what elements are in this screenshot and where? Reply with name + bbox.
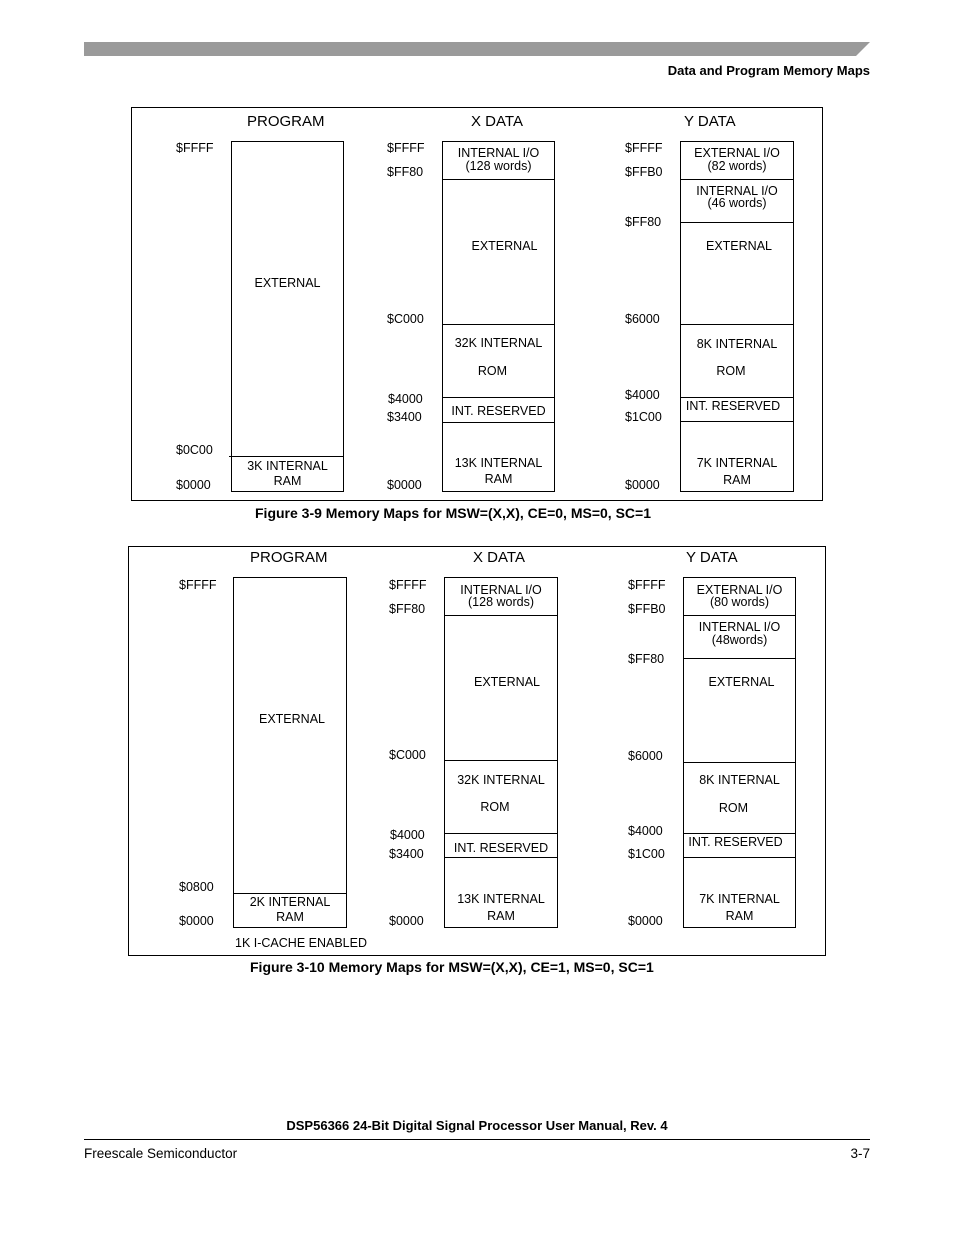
section-title: Data and Program Memory Maps (667, 63, 870, 78)
region-internal-io: INTERNAL I/O (460, 583, 542, 597)
region-external: EXTERNAL (259, 712, 325, 726)
region-external: EXTERNAL (254, 276, 321, 290)
address-label: $FFB0 (625, 165, 663, 179)
region-internal-ram-sub: RAM (273, 474, 302, 488)
xdata-memory-box (444, 577, 558, 928)
region-internal-rom: 8K INTERNAL (696, 337, 778, 351)
region-internal-rom: 8K INTERNAL (699, 773, 780, 787)
region-divider (680, 324, 794, 325)
address-label: $FF80 (389, 602, 426, 616)
region-internal-rom-sub: ROM (716, 364, 746, 378)
region-divider (680, 179, 794, 180)
address-label: $FF80 (628, 652, 665, 666)
program-memory-box (231, 141, 344, 492)
address-label: $FFFF (176, 141, 214, 155)
company-name: Freescale Semiconductor (84, 1146, 238, 1161)
icache-note: 1K I-CACHE ENABLED (235, 936, 367, 950)
region-internal-io-sub: (128 words) (465, 159, 532, 173)
address-label: $0000 (389, 914, 424, 928)
region-divider (229, 456, 344, 457)
region-internal-io-sub: (46 words) (707, 196, 767, 210)
region-internal-rom-sub: ROM (718, 801, 749, 815)
region-internal-ram-sub: RAM (725, 909, 754, 923)
region-internal-rom-sub: ROM (480, 800, 510, 814)
region-internal-ram: 7K INTERNAL (696, 456, 778, 470)
address-label: $FFFF (628, 578, 666, 592)
address-label: $0800 (179, 880, 214, 894)
region-divider (680, 421, 794, 422)
address-label: $3400 (387, 410, 422, 424)
address-label: $FFFF (387, 141, 425, 155)
region-external-io: EXTERNAL I/O (696, 583, 783, 597)
address-label: $0000 (387, 478, 422, 492)
region-divider (442, 397, 555, 398)
region-divider (442, 422, 555, 423)
program-title: PROGRAM (247, 113, 325, 130)
address-label: $4000 (388, 392, 423, 406)
address-label: $0000 (176, 478, 211, 492)
region-external-io-sub: (80 words) (709, 595, 770, 609)
region-external-io-sub: (82 words) (707, 159, 767, 173)
address-label: $FFFF (625, 141, 663, 155)
program-memory-box (233, 577, 347, 928)
address-label: $C000 (387, 312, 424, 326)
region-internal-io: INTERNAL I/O (457, 146, 540, 160)
address-label: $FFFF (179, 578, 217, 592)
region-internal-ram-sub: RAM (723, 473, 751, 487)
address-label: $4000 (625, 388, 660, 402)
manual-title: DSP56366 24-Bit Digital Signal Processor User Manual, Rev. 4 (286, 1118, 668, 1133)
region-internal-ram: 2K INTERNAL (249, 895, 331, 909)
region-divider (444, 833, 558, 834)
region-internal-ram: 7K INTERNAL (699, 892, 780, 906)
region-divider (444, 760, 558, 761)
figure-3-9-caption: Figure 3-9 Memory Maps for MSW=(X,X), CE=0, MS=0, SC=1 (255, 505, 651, 521)
region-internal-io-sub: (48words) (711, 633, 768, 647)
region-divider (683, 658, 796, 659)
address-label: $3400 (389, 847, 424, 861)
region-internal-ram: 3K INTERNAL (247, 459, 328, 473)
program-title: PROGRAM (250, 549, 328, 566)
region-internal-io: INTERNAL I/O (698, 620, 781, 634)
region-int-reserved: INT. RESERVED (688, 835, 783, 849)
region-divider (683, 615, 796, 616)
region-divider (442, 324, 555, 325)
region-external-io: EXTERNAL I/O (694, 146, 780, 160)
region-divider (680, 397, 794, 398)
region-internal-rom: 32K INTERNAL (454, 336, 543, 350)
region-divider (442, 179, 555, 180)
region-int-reserved: INT. RESERVED (685, 399, 781, 413)
address-label: $FFB0 (628, 602, 666, 616)
address-label: $0C00 (176, 443, 213, 457)
region-internal-ram: 13K INTERNAL (454, 456, 543, 470)
address-label: $4000 (390, 828, 425, 842)
region-divider (233, 893, 347, 894)
address-label: $0000 (625, 478, 660, 492)
address-label: $FFFF (389, 578, 427, 592)
region-internal-rom: 32K INTERNAL (457, 773, 545, 787)
address-label: $6000 (625, 312, 660, 326)
region-external: EXTERNAL (708, 675, 775, 689)
figure-3-10-caption: Figure 3-10 Memory Maps for MSW=(X,X), CE=1, MS=0, SC=1 (250, 959, 654, 975)
address-label: $1C00 (628, 847, 665, 861)
address-label: $FF80 (625, 215, 662, 229)
region-int-reserved: INT. RESERVED (451, 404, 546, 418)
region-external: EXTERNAL (706, 239, 772, 253)
address-label: $0000 (628, 914, 663, 928)
address-label: $4000 (628, 824, 663, 838)
region-internal-ram-sub: RAM (484, 472, 513, 486)
header-bar (0, 0, 954, 60)
footer-divider (84, 1139, 870, 1140)
xdata-title: X DATA (473, 549, 525, 566)
address-label: $0000 (179, 914, 214, 928)
region-external: EXTERNAL (471, 239, 538, 253)
xdata-title: X DATA (471, 113, 523, 130)
address-label: $C000 (389, 748, 426, 762)
ydata-title: Y DATA (684, 113, 736, 130)
ydata-title: Y DATA (686, 549, 738, 566)
region-divider (683, 833, 796, 834)
xdata-memory-box (442, 141, 555, 492)
region-internal-io-sub: (128 words) (468, 595, 534, 609)
address-label: $FF80 (387, 165, 424, 179)
region-internal-ram-sub: RAM (487, 909, 515, 923)
address-label: $6000 (628, 749, 663, 763)
region-external: EXTERNAL (474, 675, 540, 689)
region-internal-io: INTERNAL I/O (696, 184, 778, 198)
address-label: $1C00 (625, 410, 662, 424)
region-int-reserved: INT. RESERVED (453, 841, 549, 855)
region-divider (683, 857, 796, 858)
region-internal-ram: 13K INTERNAL (457, 892, 545, 906)
region-divider (444, 615, 558, 616)
region-divider (683, 762, 796, 763)
page-number: 3-7 (850, 1146, 870, 1161)
region-internal-rom-sub: ROM (477, 364, 508, 378)
region-internal-ram-sub: RAM (276, 910, 304, 924)
region-divider (444, 857, 558, 858)
region-divider (680, 222, 794, 223)
